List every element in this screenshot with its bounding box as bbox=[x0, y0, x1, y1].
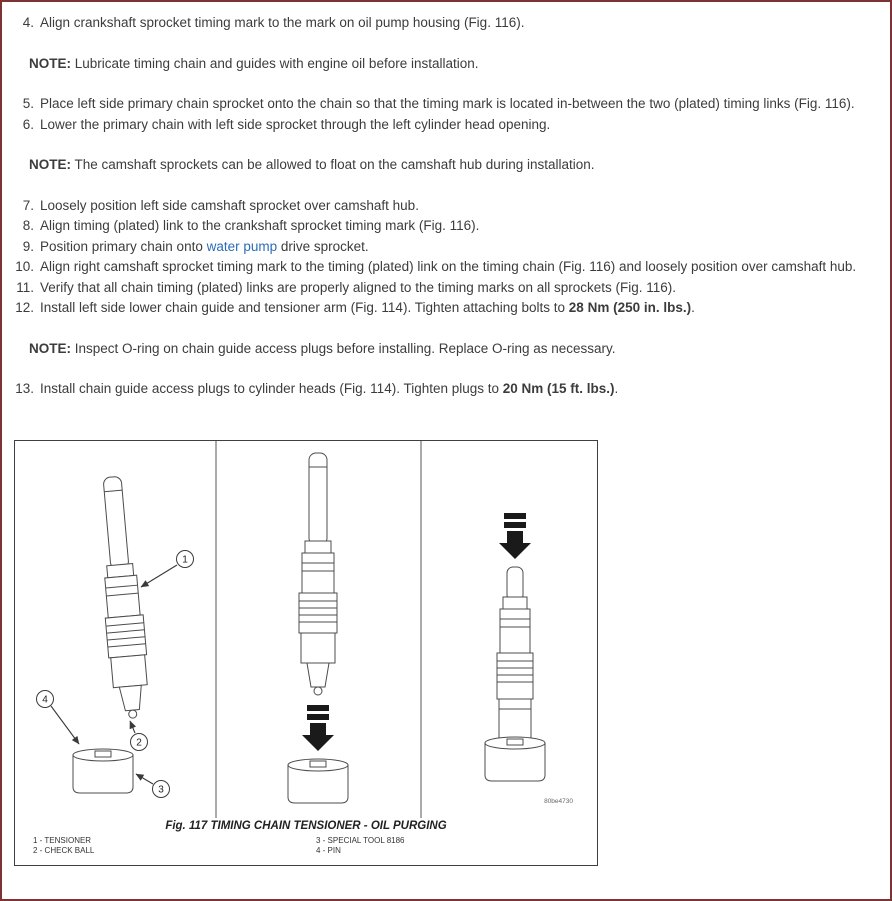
step-number: 4. bbox=[22, 15, 34, 30]
step-number: 12. bbox=[15, 300, 34, 315]
press-down-arrow-icon bbox=[499, 513, 531, 559]
note-label: NOTE: bbox=[29, 340, 71, 356]
callout-number: 1 bbox=[182, 554, 188, 565]
step-text: Position primary chain onto bbox=[40, 238, 207, 254]
step-item bbox=[12, 298, 880, 319]
water-pump-link[interactable]: water pump bbox=[206, 238, 278, 254]
callout-number: 4 bbox=[42, 694, 48, 705]
legend-item: 3 - SPECIAL TOOL 8186 bbox=[316, 835, 405, 845]
torque-spec: 28 Nm (250 in. lbs.) bbox=[568, 300, 692, 315]
figure-code: 80be4730 bbox=[544, 797, 573, 805]
tensioner-diagram bbox=[15, 441, 595, 818]
figure-legend bbox=[15, 836, 597, 856]
torque-spec: 20 Nm (15 ft. lbs.) bbox=[502, 381, 615, 396]
step-item bbox=[12, 115, 880, 136]
callout-number: 2 bbox=[136, 737, 142, 748]
legend-item: 2 - CHECK BALL bbox=[33, 845, 95, 855]
step-text: Install left side lower chain guide and tensioner arm (Fig. 114). Tighten attaching bolts to bbox=[40, 300, 569, 315]
step-number: 7. bbox=[22, 197, 34, 213]
step-number: 13. bbox=[15, 381, 34, 396]
step-text: Align timing (plated) link to the crankshaft sprocket timing mark (Fig. 116). bbox=[40, 218, 480, 233]
step-text: . bbox=[614, 381, 619, 396]
tensioner-tilted-illustration bbox=[37, 475, 194, 797]
step-number: 5. bbox=[22, 96, 34, 111]
callout-1 bbox=[141, 550, 194, 587]
note-paragraph bbox=[12, 155, 880, 176]
callout-2 bbox=[130, 721, 148, 751]
note-text: Lubricate timing chain and guides with engine oil before installation. bbox=[71, 55, 479, 71]
step-number: 10. bbox=[15, 259, 34, 274]
special-tool-cup bbox=[73, 749, 133, 793]
note-label: NOTE: bbox=[29, 157, 71, 172]
step-text: Place left side primary chain sprocket onto the chain so that the timing mark is located in-between the two (plated) timing links (Fig. 116). bbox=[40, 96, 855, 111]
callout-3 bbox=[136, 774, 170, 798]
legend-item: 4 - PIN bbox=[316, 845, 341, 855]
note-paragraph bbox=[12, 54, 880, 75]
step-text: Install chain guide access plugs to cylinder heads (Fig. 114). Tighten plugs to bbox=[40, 381, 503, 396]
step-item bbox=[12, 379, 880, 400]
note-text: The camshaft sprockets can be allowed to float on the camshaft hub during installation. bbox=[71, 157, 595, 172]
step-text: Align right camshaft sprocket timing mark to the timing (plated) link on the timing chain (Fig. 116) and loosely position over camshaft hub. bbox=[40, 259, 857, 274]
legend-item: 1 - TENSIONER bbox=[33, 835, 92, 845]
step-item bbox=[12, 216, 880, 237]
step-text: drive sprocket. bbox=[277, 238, 369, 254]
callout-number: 3 bbox=[158, 784, 164, 795]
step-item bbox=[12, 94, 880, 115]
special-tool-cup bbox=[485, 737, 545, 781]
callout-4 bbox=[37, 690, 80, 744]
step-item bbox=[12, 278, 880, 299]
press-down-arrow-icon bbox=[302, 705, 334, 751]
special-tool-cup bbox=[288, 759, 348, 803]
step-text: . bbox=[691, 300, 695, 315]
step-item bbox=[12, 196, 880, 217]
step-number: 11. bbox=[16, 279, 34, 295]
note-text: Inspect O-ring on chain guide access plugs before installing. Replace O-ring as necessary. bbox=[71, 340, 616, 356]
note-label: NOTE: bbox=[29, 55, 71, 71]
tensioner-compressed-illustration bbox=[485, 513, 573, 805]
step-text: Verify that all chain timing (plated) links are properly aligned to the timing marks on all sprockets (Fig. 116). bbox=[40, 279, 677, 295]
step-number: 6. bbox=[22, 116, 34, 132]
step-text: Align crankshaft sprocket timing mark to the mark on oil pump housing (Fig. 116). bbox=[40, 15, 525, 30]
note-paragraph bbox=[12, 339, 880, 360]
figure-117 bbox=[14, 440, 598, 866]
tensioner-press-illustration bbox=[288, 453, 348, 803]
step-number: 8. bbox=[22, 218, 34, 233]
legend-column-left bbox=[15, 836, 306, 856]
step-item bbox=[12, 257, 880, 278]
figure-caption: Fig. 117 TIMING CHAIN TENSIONER - OIL PURGING bbox=[165, 819, 447, 832]
step-text: Loosely position left side camshaft sprocket over camshaft hub. bbox=[40, 197, 419, 213]
step-text: Lower the primary chain with left side sprocket through the left cylinder head opening. bbox=[40, 116, 551, 132]
legend-column-right bbox=[306, 836, 597, 856]
step-item bbox=[12, 13, 880, 34]
step-number: 9. bbox=[22, 238, 34, 254]
step-item bbox=[12, 237, 880, 258]
